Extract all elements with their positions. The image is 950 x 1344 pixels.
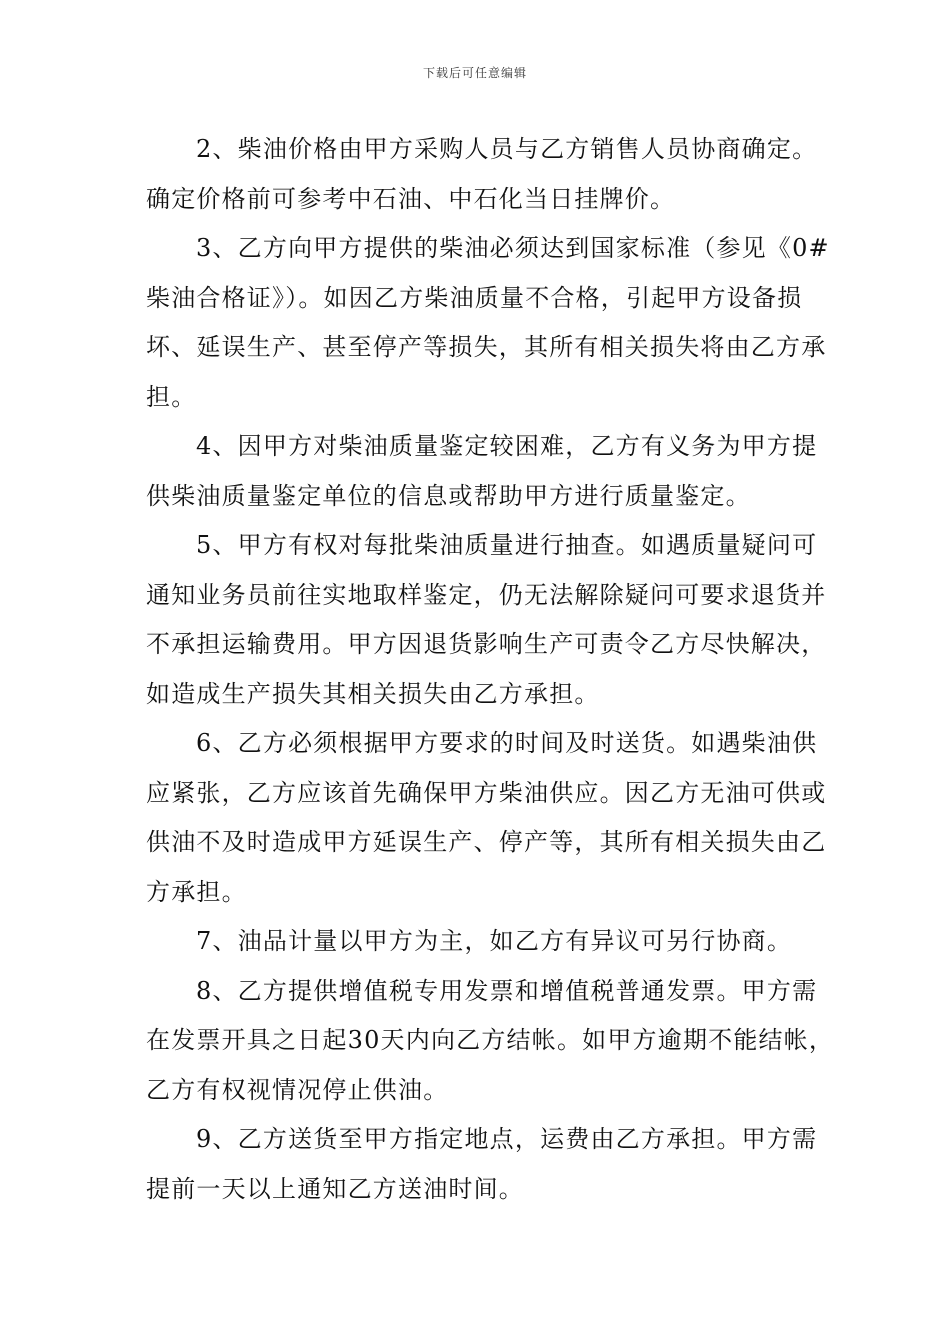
clause-5: 5、甲方有权对每批柴油质量进行抽查。如遇质量疑问可通知业务员前往实地取样鉴定，仍无法解除疑问可要求退货并不承担运输费用。甲方因退货影响生产可责令乙方尽快解决，如造成生产损失其相关损失由乙方承担。 — [146, 531, 827, 708]
clause-8: 8、乙方提供增值税专用发票和增值税普通发票。甲方需在发票开具之日起30天内向乙方结帐。如甲方逾期不能结帐，乙方有权视情况停止供油。 — [146, 976, 835, 1104]
clause-4: 4、因甲方对柴油质量鉴定较困难，乙方有义务为甲方提供柴油质量鉴定单位的信息或帮助甲方进行质量鉴定。 — [146, 432, 818, 510]
clause-3: 3、乙方向甲方提供的柴油必须达到国家标准（参见《0#柴油合格证》）。如因乙方柴油质量不合格，引起甲方设备损坏、延误生产、甚至停产等损失，其所有相关损失将由乙方承担。 — [146, 234, 830, 411]
contract-body — [146, 125, 836, 1214]
page-header-note: 下载后可任意编辑 — [422, 66, 527, 80]
clause-2: 2、柴油价格由甲方采购人员与乙方销售人员协商确定。确定价格前可参考中石油、中石化当日挂牌价。 — [146, 135, 818, 213]
clause-6: 6、乙方必须根据甲方要求的时间及时送货。如遇柴油供应紧张，乙方应该首先确保甲方柴油供应。因乙方无油可供或供油不及时造成甲方延误生产、停产等，其所有相关损失由乙方承担。 — [146, 729, 827, 906]
clause-9: 9、乙方送货至甲方指定地点，运费由乙方承担。甲方需提前一天以上通知乙方送油时间。 — [146, 1125, 818, 1203]
clause-7: 7、油品计量以甲方为主，如乙方有异议可另行协商。 — [196, 927, 793, 955]
